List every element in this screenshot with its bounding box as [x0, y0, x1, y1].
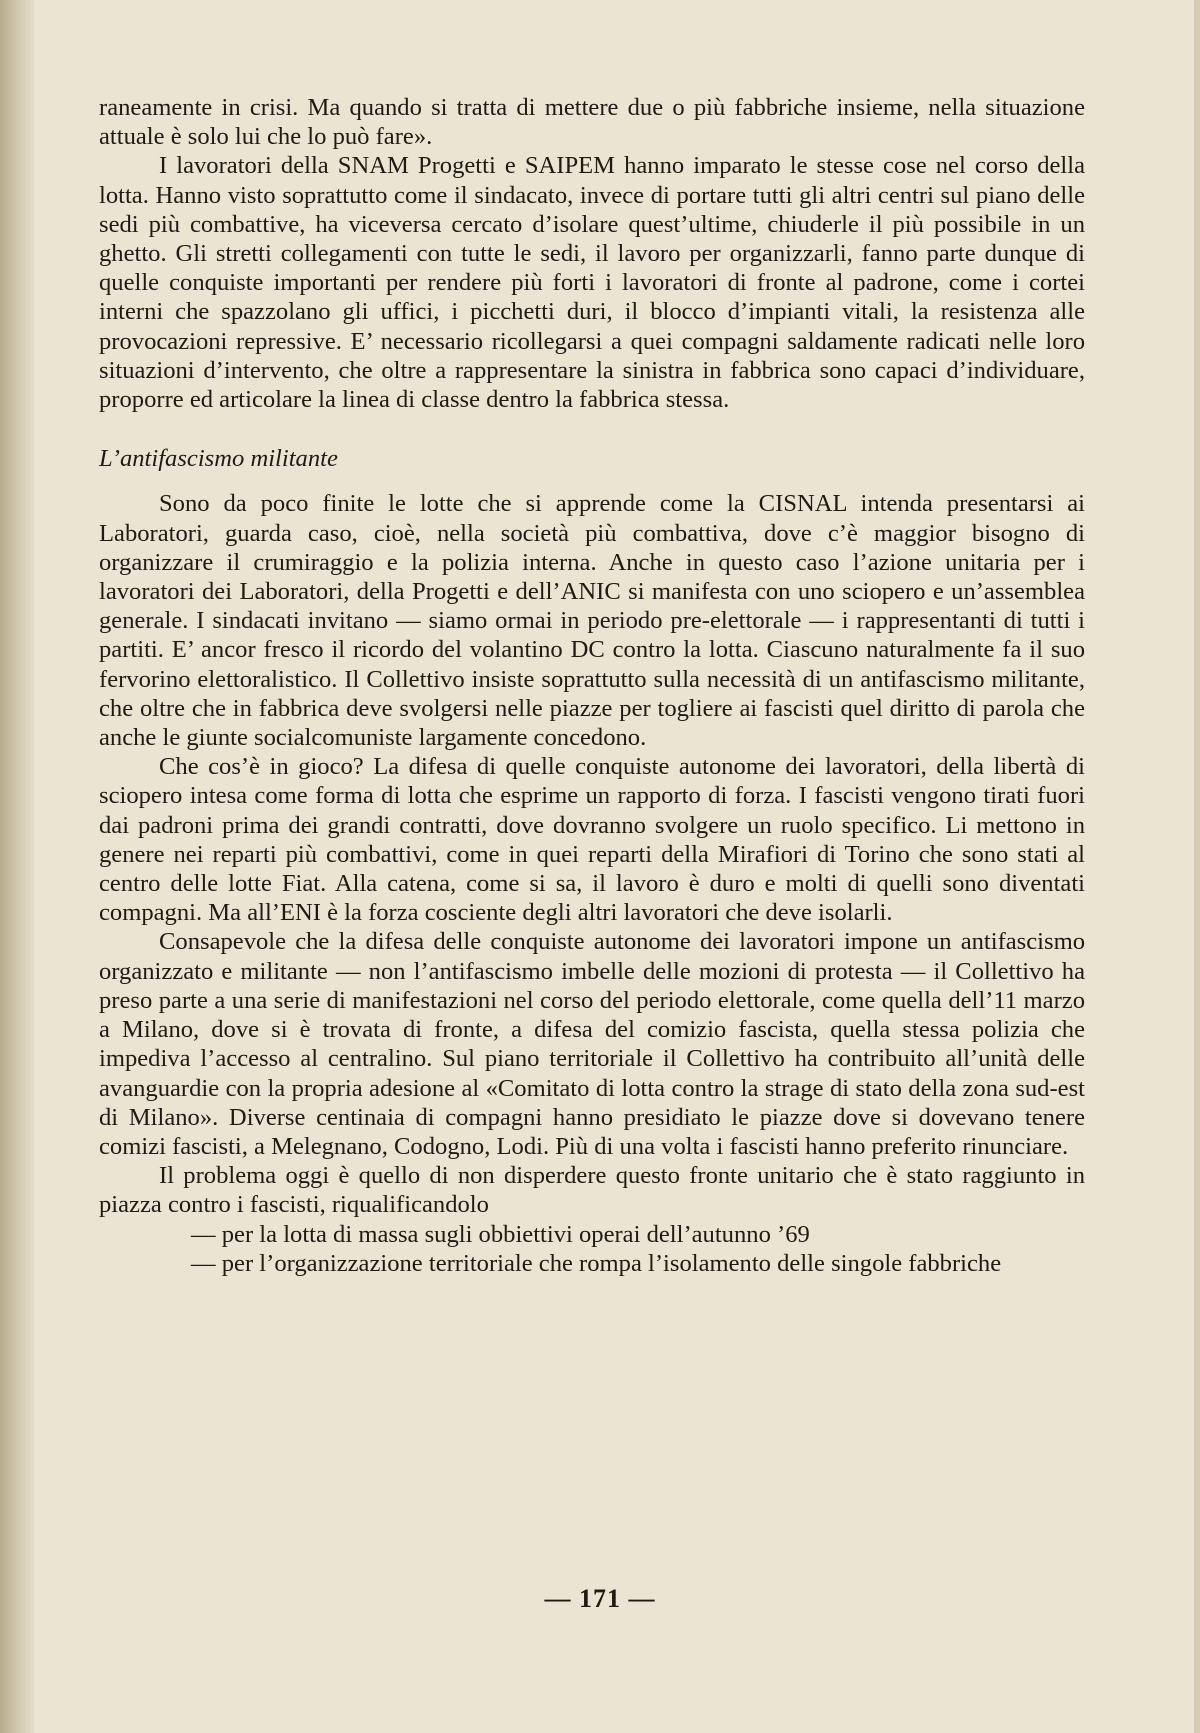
- list-item: — per la lotta di massa sugli obbiettivi operai dell’autunno ’69: [191, 1220, 810, 1248]
- paragraph-problema: Il problema oggi è quello di non disperdere questo fronte unitario che è stato raggiunto in piazza contro i fascisti, riqualificandolo: [99, 1162, 1085, 1219]
- section-heading: L’antifascismo militante: [99, 445, 338, 473]
- paragraph-continuation: raneamente in crisi. Ma quando si tratta di mettere due o più fabbriche insieme, nella situazione attuale è solo lui che lo può fare».: [99, 94, 1085, 151]
- list-item: — per l’organizzazione territoriale che rompa l’isolamento delle singole fabbriche: [191, 1249, 1002, 1277]
- paragraph-snam-saipem: I lavoratori della SNAM Progetti e SAIPEM hanno imparato le stesse cose nel corso della lotta. Hanno visto soprattutto come il sindacato, invece di portare tutti gli altri centri sul piano delle sedi più combattive, ha viceversa cercato d’isolare quest’ultime, chiuderle il più possibile in un ghetto. Gli stretti collegamenti con tutte le sedi, il lavoro per organizzarli, fanno parte dunque di quelle conquiste importanti per rendere più forti i lavoratori di fronte al padrone, come i cortei interni che spazzolano gli uffici, i picchetti duri, il blocco d’impianti vitali, la resistenza alle provocazioni repressive. E’ necessario ricollegarsi a quei compagni saldamente radicati nelle loro situazioni d’intervento, che oltre a rappresentare la sinistra in fabbrica sono capaci d’individuare, proporre ed articolare la linea di classe dentro la fabbrica stessa.: [99, 152, 1085, 414]
- binding-shadow: [0, 0, 34, 1733]
- page-number: — 171 —: [544, 1584, 656, 1613]
- paragraph-consapevole: Consapevole che la difesa delle conquiste autonome dei lavoratori impone un antifascismo organizzato e militante — non l’antifascismo imbelle delle mozioni di protesta — il Collettivo ha preso parte a una serie di manifestazioni nel corso del periodo elettorale, come quella dell’11 marzo a Milano, dove si è trovata di fronte, a difesa del comizio fascista, quella stessa polizia che impediva l’accesso al centralino. Sul piano territoriale il Collettivo ha contribuito all’unità delle avanguardie con la propria adesione al «Comitato di lotta contro la strage di stato della zona sud-est di Milano». Diverse centinaia di compagni hanno presidiato le piazze dove si dovevano tenere comizi fascisti, a Melegnano, Codogno, Lodi. Più di una volta i fascisti hanno preferito rinunciare.: [99, 928, 1085, 1160]
- paragraph-in-gioco: Che cos’è in gioco? La difesa di quelle conquiste autonome dei lavoratori, della libertà di sciopero intesa come forma di lotta che esprime un rapporto di forza. I fascisti vengono tirati fuori dai padroni prima dei grandi contratti, dove dovranno svolgere un ruolo specifico. Li mettono in genere nei reparti più combattivi, come in quei reparti della Mirafiori di Torino che sono stati al centro delle lotte Fiat. Alla catena, come si sa, il lavoro è duro e molti di quelli sono diventati compagni. Ma all’ENI è la forza cosciente degli altri lavoratori che deve isolarli.: [99, 753, 1085, 927]
- paragraph-cisnal: Sono da poco finite le lotte che si apprende come la CISNAL intenda presentarsi ai Laboratori, guarda caso, cioè, nella società più combattiva, dove c’è maggior bisogno di organizzare il crumiraggio e la polizia interna. Anche in questo caso l’azione unitaria per i lavoratori dei Laboratori, della Progetti e dell’ANIC si manifesta con uno sciopero e un’assemblea generale. I sindacati invitano — siamo ormai in periodo pre-elettorale — i rappresentanti di tutti i partiti. E’ ancor fresco il ricordo del volantino DC contro la lotta. Ciascuno naturalmente fa il suo fervorino elettoralistico. Il Collettivo insiste soprattutto sulla necessità di un antifascismo militante, che oltre che in fabbrica deve svolgersi nelle piazze per togliere ai fascisti quel diritto di parola che anche le giunte socialcomuniste largamente concedono.: [99, 490, 1085, 752]
- body-text: [99, 93, 1085, 1278]
- page-edge: [1194, 0, 1200, 1733]
